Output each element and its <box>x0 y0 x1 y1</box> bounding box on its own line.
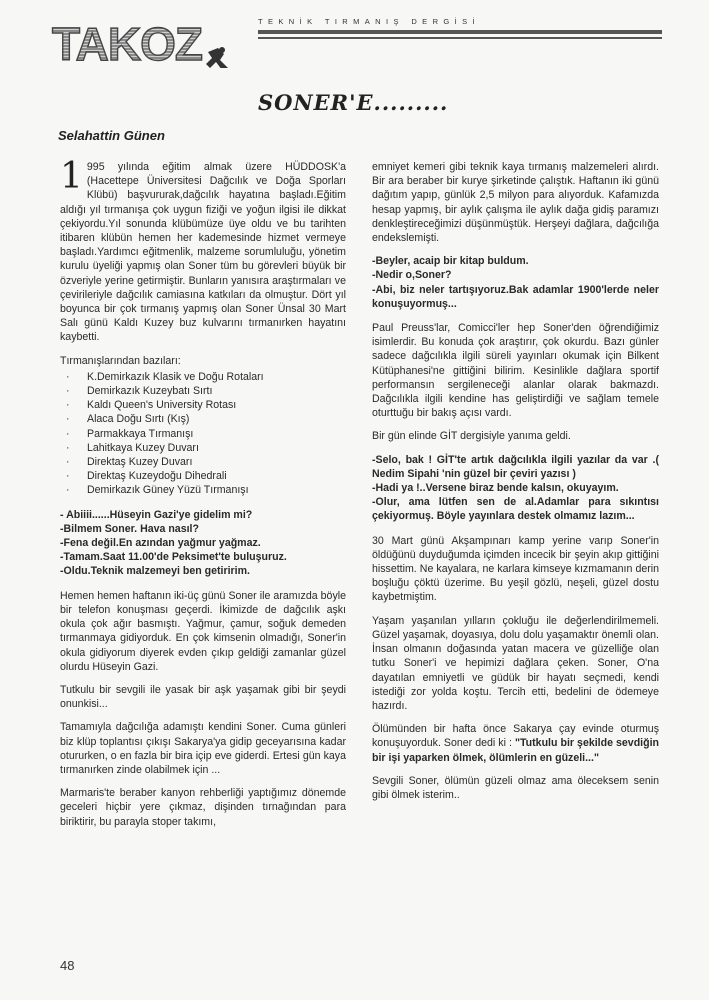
climb-list-item <box>60 483 346 497</box>
bullet-icon: · <box>66 470 70 483</box>
intro-paragraph <box>60 156 346 345</box>
climb-name: Kaldı Queen's University Rotası <box>87 399 237 412</box>
dialogue-line: -Nedir o,Soner? <box>372 269 452 282</box>
header-rule <box>258 30 662 34</box>
climb-list-item <box>60 412 346 426</box>
dialogue-line: -Abi, biz neler tartışıyoruz.Bak adamlar 1900'lerde neler konuşuyormuş... <box>372 283 659 310</box>
logo-text: TAKOZ <box>52 18 203 68</box>
climb-list-item <box>60 441 346 455</box>
dialogue-line: -Fena değil.En azından yağmur yağmaz. <box>60 537 261 550</box>
climb-name: K.Demirkazık Klasik ve Doğu Rotaları <box>87 370 264 383</box>
climb-list-intro: Tırmanışlarından bazıları: <box>60 354 181 367</box>
dialogue-block-2 <box>372 254 659 311</box>
paragraph-preuss: Paul Preuss'lar, Comicci'ler hep Soner'den öğrendiğimiz isimlerdir. Bu konuda çok araştırır, çok okurdu. Bazı günler sadece dağcılıkla ilgili süreli yayınları okumak için Bilkent Kütüphanesi'ne gittiğini bilirim. Kesinlikle dağlara sportif performansın sergileneceği alanlar olarak bakmazdı. Dağcılıkla ilgili kendine has geliştirdiği ve sağlam temele oturttuğu bir bakış açısı vardı. <box>372 322 659 420</box>
climb-name: Demirkazık Güney Yüzü Tırmanışı <box>87 484 249 497</box>
paragraph-life: Yaşam yaşanılan yılların çokluğu ile değerlendirilmemeli. Güzel yaşamak, doyasıya, dolu dolu yaşamaktır önemli olan. İnsan olmanın doğasında yatan macera ve güzelliğe olan tutku Soner'i ve hepimizi dağlara çeken. Soner, O'na dayatılan emniyetli ve güdük bir hayatı seçmedi, kendi istediği zor yolda koştu. Tercih etti, bedelini de ödemeye hazırdı. <box>372 614 659 712</box>
bullet-icon: · <box>66 427 70 440</box>
dialogue-block-1 <box>60 508 346 579</box>
dialogue-line: -Bilmem Soner. Hava nasıl? <box>60 522 199 535</box>
climb-list <box>60 370 346 498</box>
paragraph-quote <box>372 722 659 765</box>
paragraph-marmaris: Marmaris'te beraber kanyon rehberliği yaptığımız dönemde geceleri hiçbir yere çıkmaz, dişinden tırnağından para biriktirir, bu parayla stoper takımı, <box>60 787 346 828</box>
climb-list-item <box>60 427 346 441</box>
header-rule-thin <box>258 37 662 39</box>
dialogue-line: - Abiiii......Hüseyin Gazi'ye gidelim mi? <box>60 508 253 521</box>
climb-name: Direktaş Kuzeydoğu Dihedrali <box>87 470 227 483</box>
drop-cap: 1 <box>60 156 83 197</box>
dialogue-line: -Olur, ama lütfen sen de al.Adamlar para sıkıntısı çekiyormuş. Böyle yayınlara destek olmamız lazım... <box>372 496 659 523</box>
left-column <box>60 156 346 838</box>
page-number: 48 <box>60 958 75 973</box>
climb-list-item <box>60 455 346 469</box>
bullet-icon: · <box>66 399 70 412</box>
dialogue-line: -Hadi ya !..Versene biraz bende kalsın, okuyayım. <box>372 482 619 495</box>
bullet-icon: · <box>66 370 70 383</box>
climb-name: Lahitkaya Kuzey Duvarı <box>87 441 199 454</box>
paragraph-gear: emniyet kemeri gibi teknik kaya tırmanış malzemeleri alırdı. Bir ara beraber bir kurye şirketinde çalıştık. Haftanın iki günü dağıtım yapıp, günlük 2,5 milyon para alıyorduk. Kafamızda hesap yapmış, bir aylık çalışma ile aylık dağa gidiş paramızı denkleştireceğimizi düşünmüştük. Herşeyi dağlara, dağcılığa endekslemişti. <box>372 161 659 245</box>
dialogue-line: -Beyler, acaip bir kitap buldum. <box>372 255 529 268</box>
climb-list-item <box>60 398 346 412</box>
climb-name: Direktaş Kuzey Duvarı <box>87 456 193 469</box>
bullet-icon: · <box>66 456 70 469</box>
paragraph-passion: Tutkulu bir sevgili ile yasak bir aşk yaşamak gibi bir şeydi onunkisi... <box>60 683 346 711</box>
climb-name: Demirkazık Kuzeybatı Sırtı <box>87 385 213 398</box>
paragraph-closing: Sevgili Soner, ölümün güzeli olmaz ama öleceksem senin gibi ölmek isterim.. <box>372 774 659 801</box>
bullet-icon: · <box>66 441 70 454</box>
dialogue-line: -Selo, bak ! GİT'te artık dağcılıkla ilgili yazılar da var .( Nedim Sipahi 'nin güzel bir çeviri yazısı ) <box>372 453 659 480</box>
article-author: Selahattin Günen <box>58 128 165 143</box>
intro-text: 995 yılında eğitim almak üzere HÜDDOSK'a (Hacettepe Üniversitesi Dağcılık ve Doğa Sporları Klübü) başvururak,dağcılık hayatına başladı.Eğitim aldığı yıl tırmanışa çok uygun fiziği ve yoğun ilgisi ile dikkat çekiyordu.Yıl sonunda klübümüze üye oldu ve bu tarihten itibaren klübün hemen her kademesinde hizmet vermeye başladı.Yardımcı eğitmenlik, malzeme sorumluluğu, yönetim kurulu üyeliği yapmış olan Soner tüm bu görevleri büyük bir özveriyle yerine getirmiştir. Bunların yanısıra araştırmaları ve çevirileriyle dağcılık camiasına katkıları da olmuştur. Dört yıl boyunca bir çok tırmanış yapmış olan Soner Ünsal 30 Mart Salı günü Kaldı Kuzey buz kulvarını tırmanırken hayatını kaybetti. <box>60 161 346 344</box>
climb-list-item <box>60 370 346 384</box>
paragraph-git: Bir gün elinde GİT dergisiyle yanıma geldi. <box>372 430 571 443</box>
paragraph-dedication: Tamamıyla dağcılığa adamıştı kendini Soner. Cuma günleri biz klüp toplantısı çıkışı Sakarya'ya gidip geceyarısına kadar otururken, o en fazla bir bira içip eve giderdi. Ertesi gün kaya tırmanırken zinde olabilmek için ... <box>60 721 346 776</box>
bullet-icon: · <box>66 385 70 398</box>
quote-intro: Ölümünden bir hafta önce Sakarya çay evinde oturmuş konuşuyorduk. Soner dedi ki : <box>372 723 659 750</box>
climb-list-item <box>60 384 346 398</box>
quote-text: "Tutkulu bir şekilde sevdiğin bir işi yaparken ölmek, ölümlerin en güzeli..." <box>372 737 659 764</box>
magazine-name: TEKNİK TIRMANIŞ DERGİSİ <box>258 17 480 26</box>
dialogue-line: -Oldu.Teknik malzemeyi ben getiririm. <box>60 565 250 578</box>
paragraph-march30: 30 Mart günü Akşampınarı kamp yerine varıp Soner'in öldüğünü duyduğumda içimden incecik bir şeyin akıp gittiğini hissettim. Ne kayalara, ne karlara kimseye kızmamanın derin boşluğu çöktü üzerime. Bu yeşil gözlü, neşeli, güzel dostu kaybetmiştim. <box>372 534 659 604</box>
climber-figure-icon <box>206 47 228 68</box>
climb-name: Alaca Doğu Sırtı (Kış) <box>87 413 190 426</box>
right-column <box>372 160 659 811</box>
dialogue-block-3 <box>372 453 659 524</box>
climb-name: Parmakkaya Tırmanışı <box>87 427 194 440</box>
takoz-logo <box>50 16 260 68</box>
bullet-icon: · <box>66 484 70 497</box>
article-title: SONER'E......... <box>258 90 449 115</box>
paragraph-phone-talk: Hemen hemen haftanın iki-üç günü Soner ile aramızda böyle bir telefon konuşması geçerdi. İkimizde de dağcılık aşkı okula çok ağır basmıştı. Yağmur, çamur, soğuk demeden tırmanmaya gidiyorduk. En çok kimsenin olmadığı, Soner'in okula gidiyorum diyerek evden çıkıp geldiği zamanlar güzel olurdu Hüseyin Gazi. <box>60 589 346 673</box>
dialogue-line: -Tamam.Saat 11.00'de Peksimet'te buluşuruz. <box>60 551 287 564</box>
bullet-icon: · <box>66 413 70 426</box>
climb-list-item <box>60 469 346 483</box>
